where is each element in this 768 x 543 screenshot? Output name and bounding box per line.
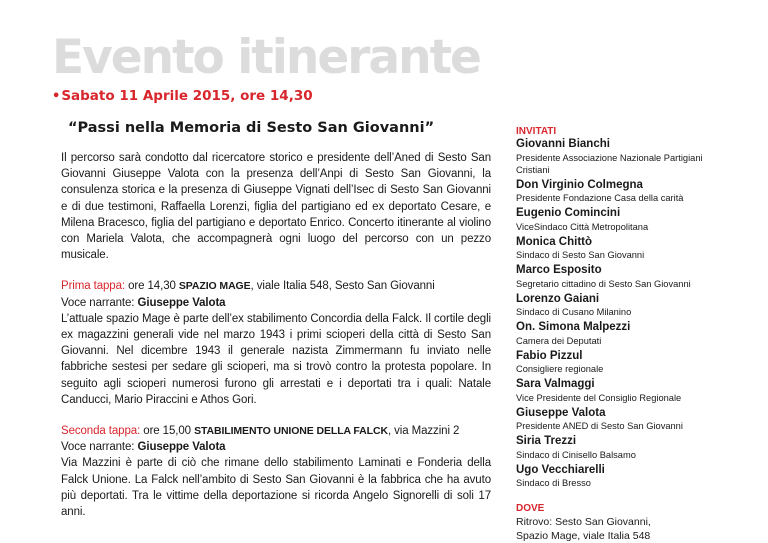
guest-role: Sindaco di Sesto San Giovanni — [516, 250, 645, 260]
guest-role: Sindaco di Bresso — [516, 478, 591, 488]
guest-name: Giovanni Bianchi — [516, 138, 610, 150]
guest-name: Fabio Pizzul — [516, 349, 583, 362]
sidebar — [516, 126, 726, 543]
guest-item — [516, 407, 726, 433]
narrator-name: Giuseppe Valota — [137, 441, 226, 454]
guest-name: Eugenio Comincini — [516, 207, 621, 219]
guest-item — [516, 321, 726, 347]
guest-item — [516, 236, 726, 262]
stop-label: Prima tappa: — [61, 280, 125, 293]
stop-description: Via Mazzini è parte di ciò che rimane dello stabilimento Laminati e Fonderia della Falck Unione. La Falck nell’ambito di Sesto San Giovanni è la fabbrica che ha avuto più deportati. Tra le vittime della deportazione si ricorda Angelo Signorelli di soli 17 anni. — [61, 457, 491, 519]
guest-item — [516, 264, 726, 290]
guest-item — [516, 293, 726, 319]
guest-role: Segretario cittadino di Sesto San Giovanni — [516, 278, 691, 289]
intro-paragraph: Il percorso sarà condotto dal ricercatore storico e presidente dell’Aned di Sesto San Giovanni Giuseppe Valota con la presenza dell’Anpi di Sesto San Giovanni, la consulenza storica e la presenza di Giuseppe Vignati dell’Isec di Sesto San Giovanni e di due testimoni, Raffaella Lorenzi, figlia del partigiano ed ex deportato Cesare, e Milena Bracesco, figlia del partigiano e deportato Enrico. Concerto itinerante al violino con Mariela Valota, che accompagnerà ogni luogo del percorso con un pezzo musicale. — [61, 152, 491, 262]
guest-name: On. Simona Malpezzi — [516, 321, 631, 333]
event-date-text: Sabato 11 Aprile 2015, ore 14,30 — [61, 88, 313, 104]
guest-role: Sindaco di Cinisello Balsamo — [516, 449, 636, 460]
guest-name: Marco Esposito — [516, 264, 602, 276]
narrator-label: Voce narrante: — [61, 441, 138, 454]
stop-description: L’attuale spazio Mage è parte dell’ex stabilimento Concordia della Falck. Il cortile degli ex magazzini generali vide nel marzo 1943 i primi scioperi della città di Sesto San Giovanni. Nel dicembre 1943 il generale nazista Zimmermann fu inviato nelle fabbriche sestesi per sedare gli scioperi, ma si trovò contro la protesta popolare. In seguito agli scioperi numerosi furono gli arrestati e i deportati tra i quali: Natale Canducci, Mario Piraccini e Athos Gori. — [61, 312, 491, 406]
guest-name: Siria Trezzi — [516, 435, 577, 447]
guest-item — [516, 179, 726, 205]
guest-role: Presidente ANED di Sesto San Giovanni — [516, 421, 683, 431]
bullet-icon: • — [52, 89, 61, 104]
guest-item — [516, 138, 726, 176]
guest-item — [516, 207, 726, 233]
guest-name: Giuseppe Valota — [516, 406, 606, 419]
dove-line: Spazio Mage, viale Italia 548 — [516, 530, 651, 542]
guest-name: Don Virginio Colmegna — [516, 178, 643, 191]
guest-name: Monica Chittò — [516, 235, 593, 248]
stop-first — [61, 278, 491, 408]
event-subtitle: “Passi nella Memoria di Sesto San Giovanni” — [68, 120, 435, 136]
guest-role: Vice Presidente del Consiglio Regionale — [516, 392, 682, 403]
stop-second — [61, 423, 491, 520]
narrator-name: Giuseppe Valota — [137, 296, 226, 309]
guest-name: Sara Valmaggi — [516, 378, 595, 390]
guest-role: ViceSindaco Città Metropolitana — [516, 221, 649, 232]
guest-role: Consigliere regionale — [516, 364, 604, 374]
stop-place: SPAZIO MAGE — [178, 280, 251, 293]
main-column — [61, 150, 491, 535]
dove-line: Ritrovo: Sesto San Giovanni, — [516, 516, 651, 528]
stop-address: , viale Italia 548, Sesto San Giovanni — [250, 280, 435, 293]
guest-item — [516, 378, 726, 404]
stop-label: Seconda tappa: — [61, 425, 141, 438]
guest-name: Lorenzo Gaiani — [516, 292, 600, 305]
invitati-heading: INVITATI — [516, 126, 557, 137]
guest-role: Presidente Fondazione Casa della carità — [516, 193, 684, 203]
guest-name: Ugo Vecchiarelli — [516, 463, 605, 476]
guest-item — [516, 435, 726, 461]
stop-place: STABILIMENTO UNIONE DELLA FALCK — [194, 425, 388, 438]
dove-section — [516, 503, 726, 543]
guest-item — [516, 464, 726, 490]
event-title: Evento itinerante — [52, 30, 480, 85]
dove-heading: DOVE — [516, 503, 545, 514]
narrator-label: Voce narrante: — [61, 296, 138, 309]
stop-address: , via Mazzini 2 — [387, 425, 460, 438]
guest-role: Sindaco di Cusano Milanino — [516, 307, 632, 317]
guest-role: Presidente Associazione Nazionale Partigiani Cristiani — [516, 152, 703, 175]
guest-list — [516, 138, 726, 489]
guest-item — [516, 350, 726, 376]
stop-time: ore 14,30 — [125, 280, 179, 293]
guest-role: Camera dei Deputati — [516, 335, 602, 346]
stop-time: ore 15,00 — [140, 425, 195, 438]
event-date — [52, 88, 313, 105]
